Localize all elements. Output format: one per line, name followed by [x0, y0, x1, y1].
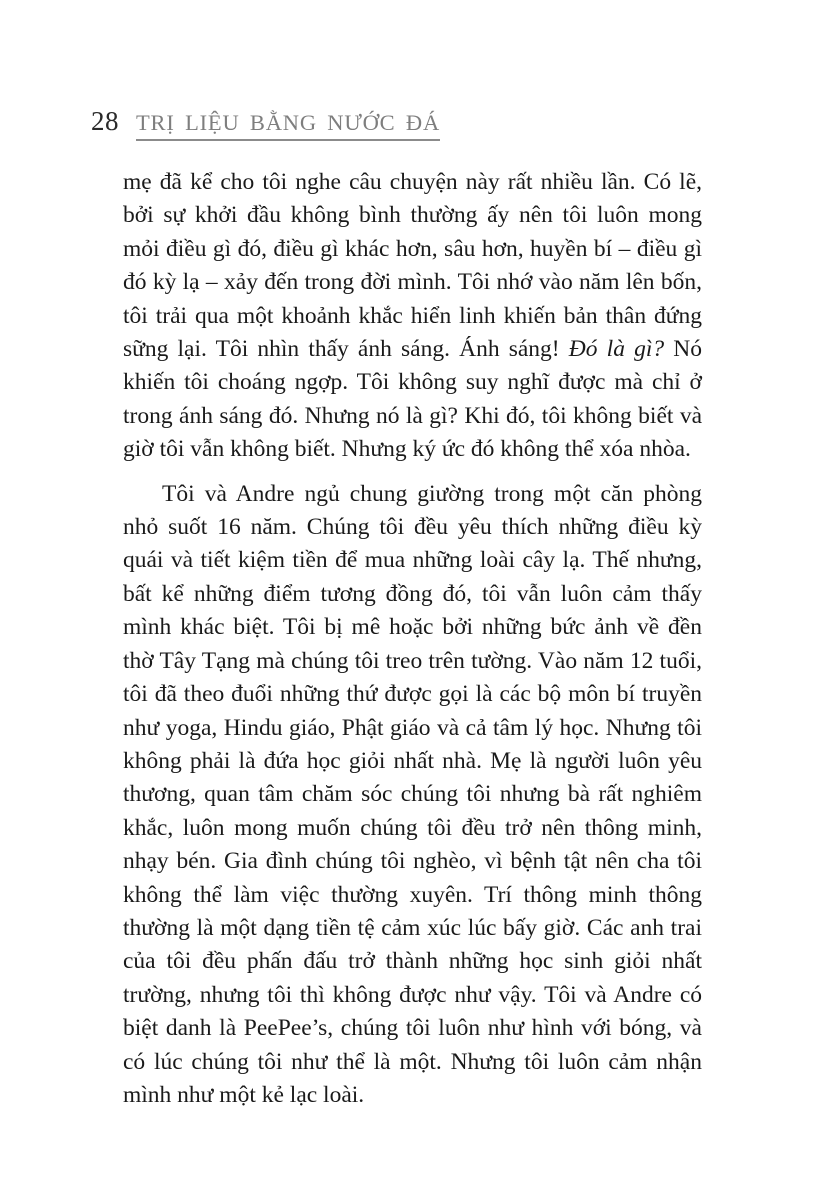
- paragraph-1: [123, 166, 702, 467]
- running-title: TRỊ LIỆU BẰNG NƯỚC ĐÁ: [136, 110, 440, 141]
- text-segment: Tôi và Andre ngủ chung giường trong một căn phòng nhỏ suốt 16 năm. Chúng tôi đều yêu thích những điều kỳ quái và tiết kiệm tiền để mua những loài cây lạ. Thế nhưng, bất kể những điểm tương đồng đó, tôi vẫn luôn cảm thấy mình khác biệt. Tôi bị mê hoặc bởi những bức ảnh về đền thờ Tây Tạng mà chúng tôi treo trên tường. Vào năm 12 tuổi, tôi đã theo đuổi những thứ được gọi là các bộ môn bí truyền như yoga, Hindu giáo, Phật giáo và cả tâm lý học. Nhưng tôi không phải là đứa học giỏi nhất nhà. Mẹ là người luôn yêu thương, quan tâm chăm sóc chúng tôi nhưng bà rất nghiêm khắc, luôn mong muốn chúng tôi đều trở nên thông minh, nhạy bén. Gia đình chúng tôi nghèo, vì bệnh tật nên cha tôi không thể làm việc thường xuyên. Trí thông minh thông thường là một dạng tiền tệ cảm xúc lúc bấy giờ. Các anh trai của tôi đều phấn đấu trở thành những học sinh giỏi nhất trường, nhưng tôi thì không được như vậy. Tôi và Andre có biệt danh là PeePee’s, chúng tôi luôn như hình với bóng, và có lúc chúng tôi như thể là một. Nhưng tôi luôn cảm nhận mình như một kẻ lạc loài.: [123, 480, 702, 1108]
- paragraph-2: [123, 478, 702, 1113]
- italic-phrase: Đó là gì?: [568, 336, 665, 363]
- body-text: [123, 166, 702, 1112]
- running-header: [91, 106, 440, 141]
- page-number: 28: [91, 106, 119, 136]
- text-segment: Nó khiến tôi choáng ngợp. Tôi không suy nghĩ được mà chỉ ở trong ánh sáng đó. Nhưng nó là gì? Khi đó, tôi không biết và giờ tôi vẫn không biết. Nhưng ký ức đó không thể xóa nhòa.: [123, 336, 702, 463]
- text-segment: mẹ đã kể cho tôi nghe câu chuyện này rất nhiều lần. Có lẽ, bởi sự khởi đầu không bình thường ấy nên tôi luôn mong mỏi điều gì đó, điều gì khác hơn, sâu hơn, huyền bí – điều gì đó kỳ lạ – xảy đến trong đời mình. Tôi nhớ vào năm lên bốn, tôi trải qua một khoảnh khắc hiển linh khiến bản thân đứng sững lại. Tôi nhìn thấy ánh sáng. Ánh sáng!: [123, 169, 702, 363]
